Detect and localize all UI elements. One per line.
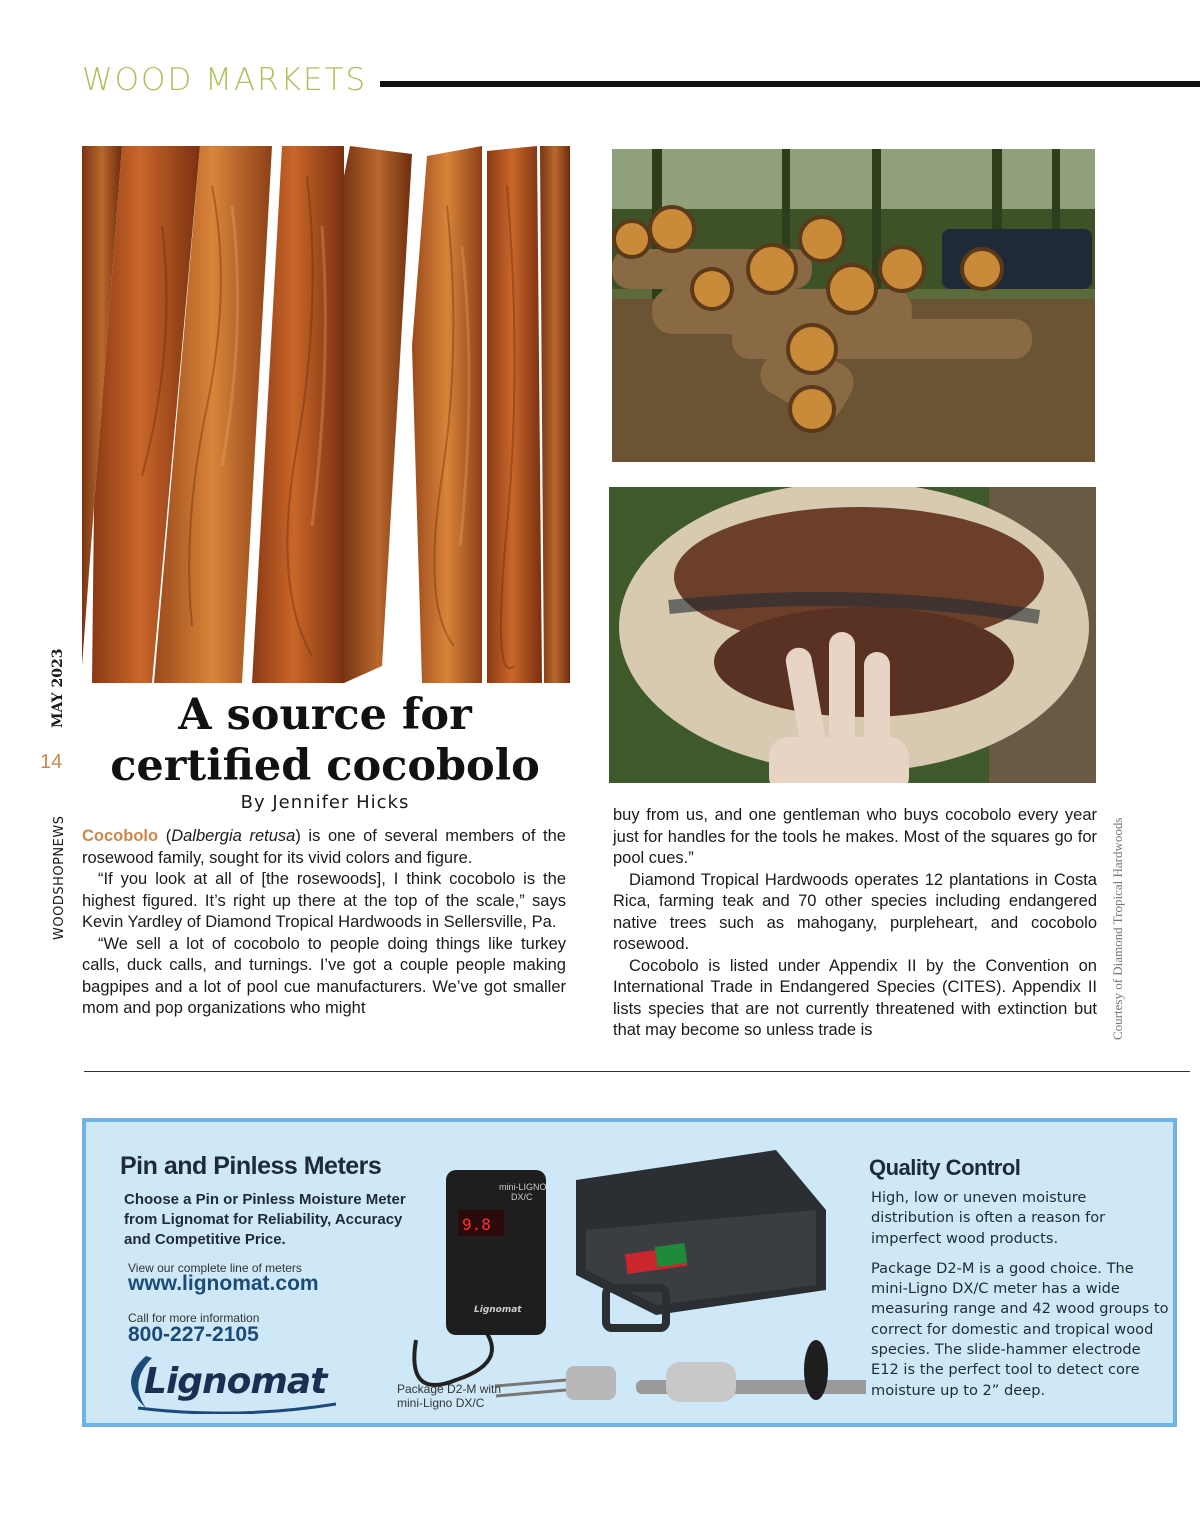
article-bottom-rule xyxy=(84,1071,1190,1072)
page-number: 14 xyxy=(40,751,63,773)
article-column-right xyxy=(613,805,1097,1042)
meter-logo: Lignomat xyxy=(474,1305,522,1315)
section-title: WOOD MARKETS xyxy=(82,62,368,98)
ad-phone-number[interactable]: 800-227-2105 xyxy=(128,1323,259,1346)
meter-brand: mini-LIGNO xyxy=(499,1182,547,1192)
ad-package-caption xyxy=(397,1382,501,1410)
meter-model: DX/C xyxy=(511,1192,533,1202)
headline-line-2: certified cocobolo xyxy=(110,741,540,791)
paragraph-1-open: ( xyxy=(158,827,172,845)
qc-paragraph-1: High, low or uneven moisture distribution is often a reason for imperfect wood products. xyxy=(871,1189,1106,1247)
paragraph-2: “If you look at all of [the rosewoods], I think cocobolo is the highest figured. It’s right up there at the top of the scale,” says Kevin Yardley of Diamond Tropical Hardwoods in Sellersville, Pa. xyxy=(82,870,566,931)
ad-title: Pin and Pinless Meters xyxy=(120,1152,382,1180)
paragraph-1-rest: ) is one of several members of the rosewood family, sought for its vivid colors and figure. xyxy=(82,827,566,867)
photo-credit: Courtesy of Diamond Tropical Hardwoods xyxy=(1110,817,1125,1040)
lead-word: Cocobolo xyxy=(82,827,159,845)
ad-quality-control-body xyxy=(871,1188,1171,1411)
magazine-brand: WOODSHOPNEWS xyxy=(52,815,67,940)
qc-paragraph-2: Package D2-M is a good choice. The mini-Ligno DX/C meter has a wide measuring range and 42 wood groups to correct for domestic and tropical wood species. The slide-hammer electrode E12 is the perfect tool to detect core moisture up to 2” deep. xyxy=(871,1259,1169,1399)
byline: By Jennifer Hicks xyxy=(240,792,410,813)
package-caption-line-1: Package D2-M with xyxy=(397,1382,502,1396)
article-column-left xyxy=(82,826,566,1020)
scientific-name: Dalbergia retusa xyxy=(171,827,296,845)
package-caption-line-2: mini-Ligno DX/C xyxy=(397,1396,485,1410)
cocobolo-stump-photo xyxy=(609,487,1096,783)
ad-quality-control-title: Quality Control xyxy=(869,1155,1021,1180)
paragraph-3: “We sell a lot of cocobolo to people doing things like turkey calls, duck calls, and turnings. I’ve got a couple people making bagpipes and a lot of pool cue manufacturers. We’ve got smaller mom and pop organizations who might xyxy=(82,934,566,1017)
ad-view-line: View our complete line of meters xyxy=(128,1261,302,1275)
issue-date: MAY 2023 xyxy=(50,648,66,728)
cocobolo-logs-photo xyxy=(612,149,1095,462)
paragraph-1 xyxy=(82,826,566,869)
ad-website-link[interactable]: www.lignomat.com xyxy=(128,1272,319,1295)
ad-lead-text: Choose a Pin or Pinless Moisture Meter from Lignomat for Reliability, Accuracy and Competitive Price. xyxy=(124,1191,406,1248)
cocobolo-blanks-photo xyxy=(82,146,570,683)
ad-call-line: Call for more information xyxy=(128,1311,260,1325)
paragraph-5: Diamond Tropical Hardwoods operates 12 plantations in Costa Rica, farming teak and 70 other species including endangered native trees such as mahogany, purpleheart, and cocobolo rosewood. xyxy=(613,870,1097,953)
paragraph-6: Cocobolo is listed under Appendix II by the Convention on International Trade in Endangered Species (CITES). Appendix II lists species that are not currently threatened with extinction but that may become so unless trade is xyxy=(613,956,1097,1039)
lignomat-advertisement[interactable] xyxy=(82,1118,1177,1427)
lignomat-logo: Lignomat xyxy=(144,1361,327,1402)
paragraph-4: buy from us, and one gentleman who buys cocobolo every year just for handles for the tools he makes. Most of the squares go for pool cues.” xyxy=(613,806,1097,867)
article-headline xyxy=(82,690,568,792)
headline-line-1: A source for xyxy=(178,690,472,740)
meter-reading: 9.8 xyxy=(462,1215,491,1234)
header-rule xyxy=(380,81,1200,87)
